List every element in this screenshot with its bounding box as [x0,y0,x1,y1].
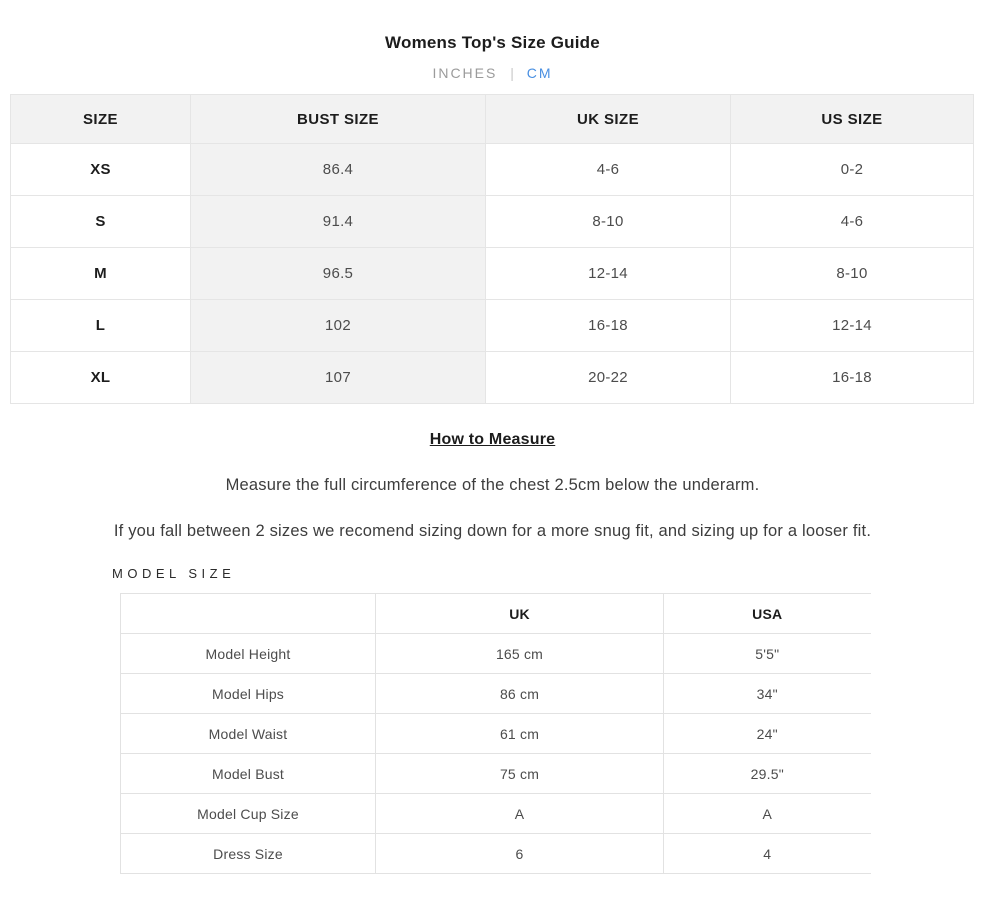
model-uk-value-cell: 6 [376,834,664,874]
size-table [10,94,974,404]
how-to-measure-heading: How to Measure [429,431,556,448]
model-usa-value-cell: 4 [664,834,871,874]
bust-size-cell: 102 [191,300,486,352]
size-table-row [11,352,974,404]
us-size-cell: 12-14 [731,300,974,352]
model-size-table-row [121,794,871,834]
bust-size-cell: 91.4 [191,196,486,248]
model-usa-value-cell: A [664,794,871,834]
us-size-cell: 0-2 [731,144,974,196]
cm-toggle-option[interactable]: CM [526,65,553,81]
model-size-table-row [121,714,871,754]
size-cell: XL [11,352,191,404]
us-size-cell: 16-18 [731,352,974,404]
size-table-row [11,300,974,352]
toggle-separator: | [510,65,514,81]
size-table-header-row [11,95,974,144]
uk-size-cell: 16-18 [486,300,731,352]
model-attribute-cell: Model Hips [121,674,376,714]
model-attribute-cell: Model Waist [121,714,376,754]
model-table-uk-header: UK [376,594,664,634]
model-size-table-row [121,634,871,674]
column-header-us-size: US SIZE [731,95,974,144]
size-table-row [11,196,974,248]
column-header-bust-size: BUST SIZE [191,95,486,144]
model-usa-value-cell: 34" [664,674,871,714]
uk-size-cell: 4-6 [486,144,731,196]
model-table-usa-header: USA [664,594,871,634]
model-uk-value-cell: A [376,794,664,834]
column-header-size: SIZE [11,95,191,144]
size-cell: S [11,196,191,248]
model-table-header-row [121,594,871,634]
column-header-uk-size: UK SIZE [486,95,731,144]
us-size-cell: 8-10 [731,248,974,300]
model-size-table [120,593,871,874]
model-size-table-row [121,674,871,714]
model-attribute-cell: Dress Size [121,834,376,874]
model-uk-value-cell: 61 cm [376,714,664,754]
model-size-label: MODEL SIZE [112,566,236,581]
bust-size-cell: 96.5 [191,248,486,300]
size-cell: XS [11,144,191,196]
uk-size-cell: 8-10 [486,196,731,248]
unit-toggle [0,65,985,81]
uk-size-cell: 12-14 [486,248,731,300]
model-uk-value-cell: 165 cm [376,634,664,674]
model-usa-value-cell: 5'5" [664,634,871,674]
model-usa-value-cell: 24" [664,714,871,754]
us-size-cell: 4-6 [731,196,974,248]
size-cell: L [11,300,191,352]
model-uk-value-cell: 86 cm [376,674,664,714]
model-usa-value-cell: 29.5" [664,754,871,794]
size-table-row [11,144,974,196]
sizing-advice-text: If you fall between 2 sizes we recomend sizing down for a more snug fit, and sizing up for a looser fit. [113,522,872,540]
uk-size-cell: 20-22 [486,352,731,404]
model-attribute-cell: Model Cup Size [121,794,376,834]
bust-size-cell: 107 [191,352,486,404]
size-table-row [11,248,974,300]
page-title: Womens Top's Size Guide [385,33,600,52]
model-table-empty-header [121,594,376,634]
measure-instruction-text: Measure the full circumference of the chest 2.5cm below the underarm. [225,476,760,494]
model-size-table-row [121,834,871,874]
model-size-table-row [121,754,871,794]
inches-toggle-option[interactable]: INCHES [432,65,498,81]
size-cell: M [11,248,191,300]
model-attribute-cell: Model Bust [121,754,376,794]
model-attribute-cell: Model Height [121,634,376,674]
model-uk-value-cell: 75 cm [376,754,664,794]
bust-size-cell: 86.4 [191,144,486,196]
